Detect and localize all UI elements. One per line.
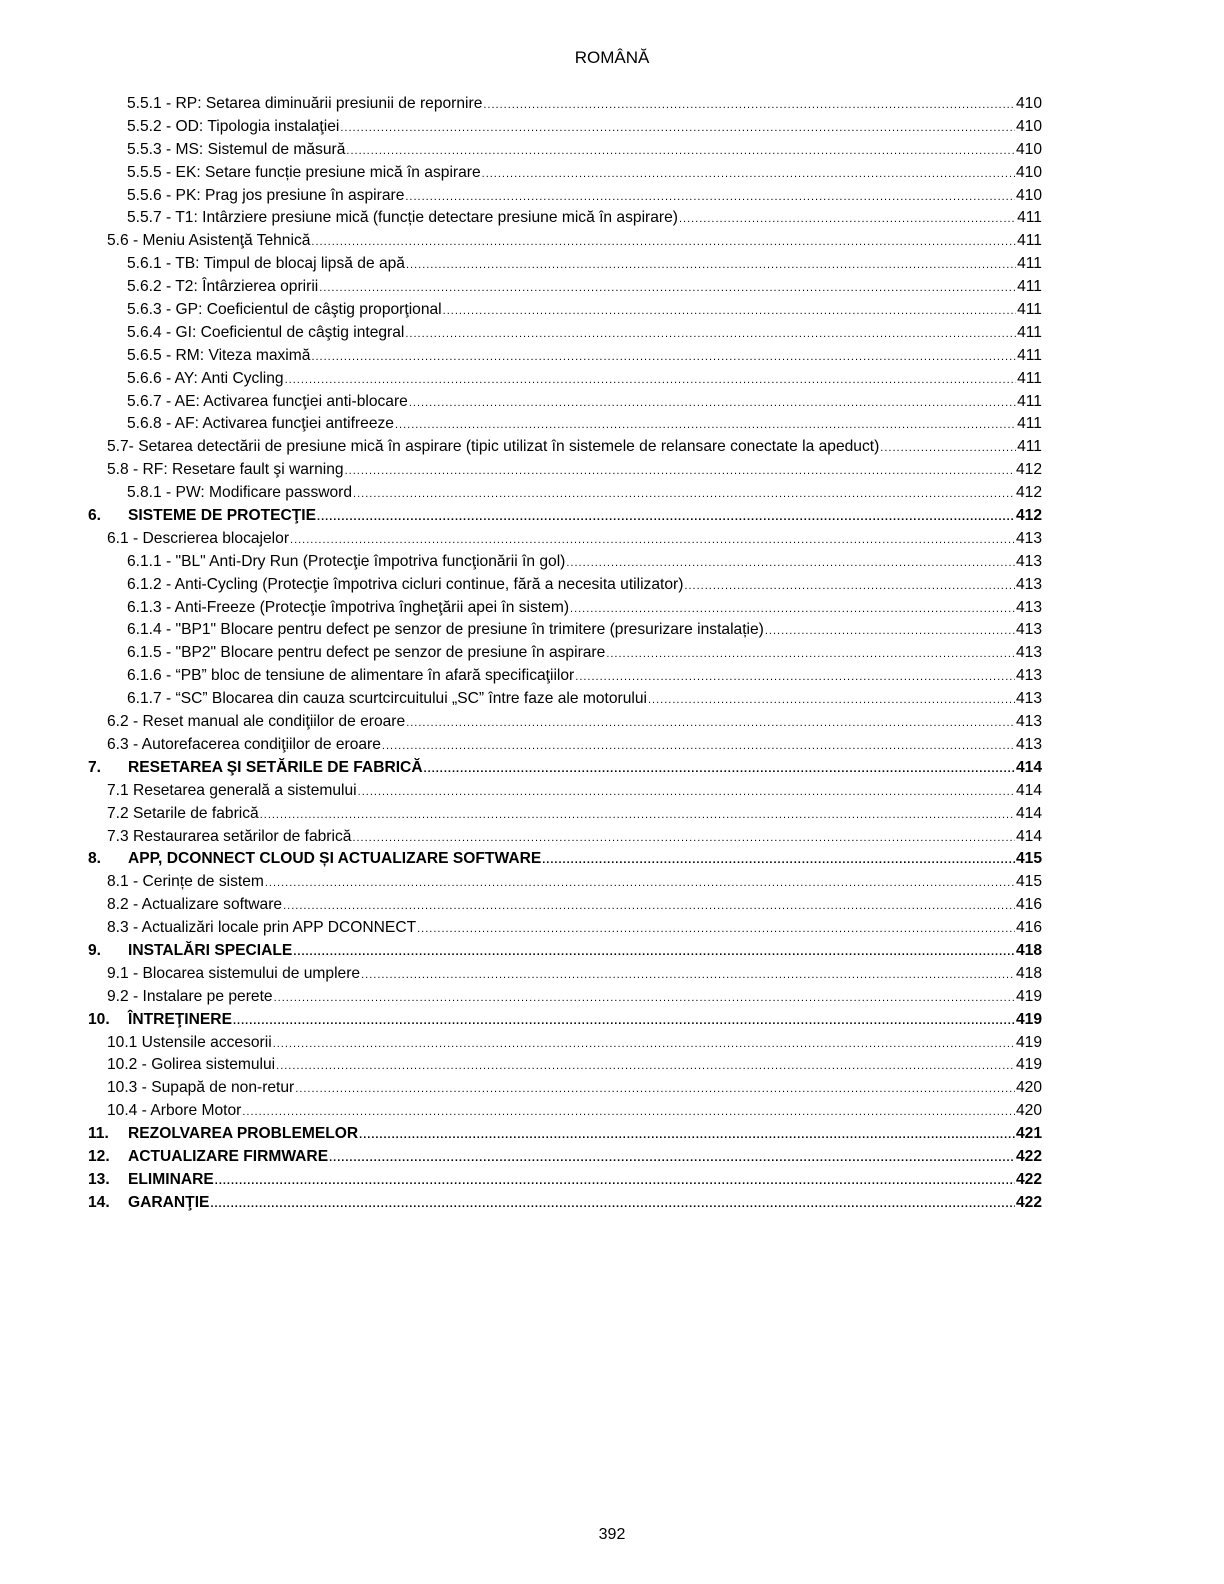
toc-entry-page: 413 (1015, 644, 1042, 662)
toc-entry[interactable] (88, 619, 1042, 642)
toc-entry-title: 9.2 - Instalare pe perete (107, 987, 273, 1005)
toc-dot-leader (283, 895, 1015, 918)
page-header: ROMÂNĂ (574, 48, 650, 67)
toc-entry-title: GARANŢIE (128, 1193, 210, 1211)
toc-entry-title: 5.6.7 - AE: Activarea funcţiei anti-blocare (127, 392, 408, 410)
toc-entry-page: 422 (1015, 1193, 1042, 1211)
toc-entry[interactable] (88, 459, 1042, 482)
toc-entry[interactable] (88, 963, 1042, 986)
toc-entry-page: 415 (1015, 873, 1042, 891)
toc-dot-leader (443, 300, 1016, 323)
toc-dot-leader (679, 208, 1016, 231)
toc-entry-page: 413 (1015, 667, 1042, 685)
toc-entry[interactable] (88, 1123, 1042, 1146)
toc-entry[interactable] (88, 345, 1042, 368)
toc-entry-number: 6. (88, 507, 102, 525)
toc-entry-page: 411 (1017, 301, 1042, 319)
toc-entry[interactable] (88, 276, 1042, 299)
toc-dot-leader (340, 117, 1015, 140)
toc-entry[interactable] (88, 528, 1042, 551)
toc-dot-leader (406, 254, 1016, 277)
toc-dot-leader (293, 941, 1015, 964)
toc-entry-title: 10.4 - Arbore Motor (107, 1102, 242, 1120)
toc-dot-leader (317, 506, 1015, 529)
toc-dot-leader (424, 758, 1015, 781)
toc-entry[interactable] (88, 322, 1042, 345)
toc-entry-title: 7.3 Restaurarea setărilor de fabrică (107, 827, 352, 845)
toc-dot-leader (311, 231, 1016, 254)
toc-entry-title: 6.1.6 - “PB” bloc de tensiune de alimentare în afară specificaţiilor (127, 667, 575, 685)
toc-entry-title: 6.3 - Autorefacerea condiţiilor de eroare (107, 735, 381, 753)
toc-entry[interactable] (88, 1054, 1042, 1077)
toc-entry[interactable] (88, 93, 1042, 116)
toc-entry-title: 7.1 Resetarea generală a sistemului (107, 781, 357, 799)
toc-dot-leader (409, 392, 1016, 415)
toc-entry-title: 5.6.1 - TB: Timpul de blocaj lipsă de apă (127, 255, 405, 273)
toc-entry[interactable] (88, 482, 1042, 505)
toc-entry[interactable] (88, 1192, 1042, 1215)
toc-entry-title: 6.1 - Descrierea blocajelor (107, 529, 290, 547)
toc-entry-title: APP, DCONNECT CLOUD ȘI ACTUALIZARE SOFTWARE (128, 850, 542, 868)
toc-entry-title: 6.1.5 - "BP2" Blocare pentru defect pe senzor de presiune în aspirare (127, 644, 606, 662)
toc-entry-page: 413 (1015, 713, 1042, 731)
toc-entry[interactable] (88, 642, 1042, 665)
toc-entry-title: 6.1.3 - Anti-Freeze (Protecţie împotriva îngheţării apei în sistem) (127, 598, 570, 616)
toc-entry-page: 421 (1015, 1125, 1042, 1143)
toc-entry-page: 418 (1015, 941, 1042, 959)
toc-entry-page: 414 (1015, 758, 1042, 776)
toc-entry-page: 419 (1015, 1033, 1042, 1051)
toc-entry-page: 411 (1017, 255, 1042, 273)
toc-entry-page: 419 (1015, 987, 1042, 1005)
toc-entry-page: 412 (1015, 461, 1042, 479)
toc-dot-leader (405, 323, 1016, 346)
toc-entry-page: 411 (1017, 369, 1042, 387)
toc-entry-title: 8.3 - Actualizări locale prin APP DCONNECT (107, 919, 417, 937)
toc-dot-leader (684, 575, 1015, 598)
toc-entry-page: 422 (1015, 1170, 1042, 1188)
toc-entry[interactable] (88, 1009, 1042, 1032)
toc-dot-leader (319, 277, 1016, 300)
toc-entry-page: 412 (1015, 484, 1042, 502)
toc-entry[interactable] (88, 1077, 1042, 1100)
toc-entry[interactable] (88, 162, 1042, 185)
toc-entry-title: RESETAREA ŞI SETĂRILE DE FABRICĂ (128, 758, 423, 776)
toc-entry[interactable] (88, 757, 1042, 780)
toc-dot-leader (242, 1101, 1015, 1124)
toc-dot-leader (276, 1055, 1015, 1078)
toc-entry-page: 414 (1015, 804, 1042, 822)
toc-entry-page: 413 (1015, 735, 1042, 753)
toc-dot-leader (295, 1078, 1015, 1101)
toc-entry-page: 411 (1017, 278, 1042, 296)
toc-entry[interactable] (88, 734, 1042, 757)
toc-dot-leader (265, 872, 1015, 895)
toc-dot-leader (233, 1010, 1015, 1033)
toc-entry-title: 10.3 - Supapă de non-retur (107, 1079, 295, 1097)
toc-entry-title: 5.5.7 - T1: Intârziere presiune mică (funcție detectare presiune mică în aspirare) (127, 209, 678, 227)
page-number: 392 (598, 1526, 626, 1543)
table-of-contents (88, 93, 1042, 1215)
toc-entry-page: 410 (1015, 186, 1042, 204)
toc-entry[interactable] (88, 413, 1042, 436)
toc-entry-page: 410 (1015, 95, 1042, 112)
toc-entry-page: 420 (1015, 1079, 1042, 1097)
toc-entry-page: 420 (1015, 1102, 1042, 1120)
toc-entry[interactable] (88, 368, 1042, 391)
toc-entry-title: 5.5.2 - OD: Tipologia instalaţiei (127, 117, 340, 135)
toc-dot-leader (575, 666, 1015, 689)
toc-entry-number: 11. (88, 1125, 109, 1143)
toc-dot-leader (274, 987, 1015, 1010)
toc-entry[interactable] (88, 665, 1042, 688)
toc-entry[interactable] (88, 986, 1042, 1009)
toc-entry-page: 410 (1015, 140, 1042, 158)
toc-entry-number: 8. (88, 850, 102, 868)
toc-entry-title: 7.2 Setarile de fabrică (107, 804, 259, 822)
toc-dot-leader (359, 1124, 1015, 1147)
toc-entry[interactable] (88, 505, 1042, 528)
toc-entry-title: ACTUALIZARE FIRMWARE (128, 1147, 329, 1165)
toc-entry[interactable] (88, 597, 1042, 620)
toc-dot-leader (566, 552, 1015, 575)
toc-dot-leader (311, 346, 1016, 369)
toc-entry-title: 6.1.4 - "BP1" Blocare pentru defect pe senzor de presiune în trimitere (presurizare instalație) (127, 621, 764, 639)
toc-entry-title: 5.6 - Meniu Asistenţă Tehnică (107, 232, 311, 250)
toc-entry-page: 411 (1017, 415, 1042, 433)
toc-entry-page: 411 (1017, 323, 1042, 341)
toc-dot-leader (483, 94, 1015, 117)
toc-entry[interactable] (88, 185, 1042, 208)
toc-entry[interactable] (88, 1169, 1042, 1192)
toc-entry-title: 9.1 - Blocarea sistemului de umplere (107, 964, 361, 982)
toc-dot-leader (260, 804, 1015, 827)
toc-entry[interactable] (88, 1100, 1042, 1123)
toc-dot-leader (765, 620, 1015, 643)
toc-entry[interactable] (88, 894, 1042, 917)
toc-entry[interactable] (88, 391, 1042, 414)
toc-entry-title: 5.5.5 - EK: Setare funcție presiune mică în aspirare (127, 163, 481, 181)
toc-entry-page: 414 (1015, 827, 1042, 845)
toc-entry-number: 10. (88, 1010, 110, 1028)
toc-entry-title: 5.6.6 - AY: Anti Cycling (127, 369, 284, 387)
toc-entry-page: 414 (1015, 781, 1042, 799)
toc-entry-title: 6.1.7 - “SC” Blocarea din cauza scurtcircuitului „SC” între faze ale motorului (127, 690, 647, 708)
toc-entry[interactable] (88, 826, 1042, 849)
toc-dot-leader (880, 437, 1016, 460)
toc-dot-leader (482, 163, 1015, 186)
toc-entry-title: 5.6.5 - RM: Viteza maximă (127, 346, 311, 364)
toc-entry-page: 410 (1015, 117, 1042, 135)
toc-dot-leader (346, 140, 1015, 163)
toc-entry-page: 413 (1015, 552, 1042, 570)
toc-entry-title: 5.8 - RF: Resetare fault şi warning (107, 461, 344, 479)
toc-entry[interactable] (88, 1032, 1042, 1055)
toc-entry-number: 14. (88, 1193, 110, 1211)
toc-entry-page: 422 (1015, 1147, 1042, 1165)
toc-entry-title: SISTEME DE PROTECŢIE (128, 507, 317, 525)
toc-dot-leader (352, 827, 1015, 850)
toc-entry-title: 10.1 Ustensile accesorii (107, 1033, 272, 1051)
toc-entry-title: 6.1.1 - "BL" Anti-Dry Run (Protecţie împotriva funcţionării în gol) (127, 552, 566, 570)
toc-dot-leader (648, 689, 1015, 712)
toc-entry-title: 5.5.6 - PK: Prag jos presiune în aspirare (127, 186, 405, 204)
toc-entry[interactable] (88, 116, 1042, 139)
toc-dot-leader (345, 460, 1015, 483)
toc-dot-leader (542, 849, 1015, 872)
toc-entry[interactable] (88, 848, 1042, 871)
toc-entry[interactable] (88, 871, 1042, 894)
toc-dot-leader (210, 1193, 1015, 1216)
toc-dot-leader (353, 483, 1015, 506)
toc-dot-leader (395, 414, 1016, 437)
toc-entry-title: ÎNTREŢINERE (128, 1010, 232, 1028)
toc-dot-leader (570, 598, 1015, 621)
toc-entry-page: 419 (1015, 1056, 1042, 1074)
toc-entry[interactable] (88, 436, 1042, 459)
toc-entry-title: 5.5.3 - MS: Sistemul de măsură (127, 140, 346, 158)
toc-entry-title: 5.6.8 - AF: Activarea funcţiei antifreeze (127, 415, 394, 433)
toc-entry[interactable] (88, 299, 1042, 322)
toc-entry-title: INSTALĂRI SPECIALE (128, 941, 293, 959)
toc-dot-leader (358, 781, 1015, 804)
toc-entry-title: 8.1 - Cerințe de sistem (107, 873, 264, 891)
toc-dot-leader (290, 529, 1015, 552)
toc-entry-page: 413 (1015, 690, 1042, 708)
toc-entry-title: 6.2 - Reset manual ale condiţiilor de eroare (107, 713, 406, 731)
toc-entry[interactable] (88, 574, 1042, 597)
toc-entry-page: 416 (1015, 919, 1042, 937)
toc-entry-page: 418 (1015, 964, 1042, 982)
toc-entry[interactable] (88, 253, 1042, 276)
toc-entry-page: 413 (1015, 598, 1042, 616)
toc-entry-title: 10.2 - Golirea sistemului (107, 1056, 276, 1074)
toc-entry-page: 413 (1015, 621, 1042, 639)
toc-entry-page: 416 (1015, 896, 1042, 914)
toc-dot-leader (215, 1170, 1015, 1193)
toc-entry-number: 12. (88, 1147, 110, 1165)
toc-dot-leader (382, 735, 1015, 758)
toc-entry-title: ELIMINARE (128, 1170, 214, 1188)
toc-entry-title: 6.1.2 - Anti-Cycling (Protecţie împotriva cicluri continue, fără a necesita utilizator) (127, 575, 684, 593)
toc-dot-leader (406, 712, 1015, 735)
toc-entry[interactable] (88, 139, 1042, 162)
toc-entry[interactable] (88, 940, 1042, 963)
toc-entry[interactable] (88, 917, 1042, 940)
toc-entry-title: 5.5.1 - RP: Setarea diminuării presiunii de repornire (127, 95, 483, 112)
toc-entry-page: 413 (1015, 529, 1042, 547)
toc-entry[interactable] (88, 551, 1042, 574)
toc-entry-page: 412 (1015, 507, 1042, 525)
toc-entry-page: 411 (1017, 232, 1042, 250)
toc-entry-title: 5.6.4 - GI: Coeficientul de câştig integral (127, 323, 405, 341)
toc-entry-page: 419 (1015, 1010, 1042, 1028)
toc-dot-leader (417, 918, 1015, 941)
toc-dot-leader (329, 1147, 1015, 1170)
toc-entry[interactable] (88, 1146, 1042, 1169)
toc-dot-leader (361, 964, 1015, 987)
toc-dot-leader (273, 1033, 1015, 1056)
toc-dot-leader (405, 186, 1015, 209)
toc-entry[interactable] (88, 207, 1042, 230)
toc-entry-title: 5.6.3 - GP: Coeficientul de câştig proporţional (127, 301, 442, 319)
toc-entry-number: 13. (88, 1170, 110, 1188)
toc-dot-leader (285, 369, 1017, 392)
toc-entry-title: 8.2 - Actualizare software (107, 896, 283, 914)
toc-entry-page: 410 (1015, 163, 1042, 181)
toc-entry-title: 5.6.2 - T2: Întârzierea opririi (127, 278, 319, 296)
toc-entry-page: 411 (1017, 438, 1042, 456)
toc-entry-number: 7. (88, 758, 102, 776)
toc-entry-page: 411 (1017, 209, 1042, 227)
toc-entry-title: 5.7- Setarea detectării de presiune mică în aspirare (tipic utilizat în sistemele de relansare conectate la apeduct) (107, 438, 880, 456)
toc-entry-page: 413 (1015, 575, 1042, 593)
toc-entry[interactable] (88, 780, 1042, 803)
toc-entry-number: 9. (88, 941, 102, 959)
toc-entry[interactable] (88, 688, 1042, 711)
toc-entry[interactable] (88, 803, 1042, 826)
toc-entry-page: 411 (1017, 392, 1042, 410)
toc-entry-page: 415 (1015, 850, 1042, 868)
toc-entry-page: 411 (1017, 346, 1042, 364)
toc-entry-title: REZOLVAREA PROBLEMELOR (128, 1125, 359, 1143)
toc-dot-leader (606, 643, 1015, 666)
toc-entry[interactable] (88, 711, 1042, 734)
toc-entry-title: 5.8.1 - PW: Modificare password (127, 484, 353, 502)
toc-entry[interactable] (88, 230, 1042, 253)
